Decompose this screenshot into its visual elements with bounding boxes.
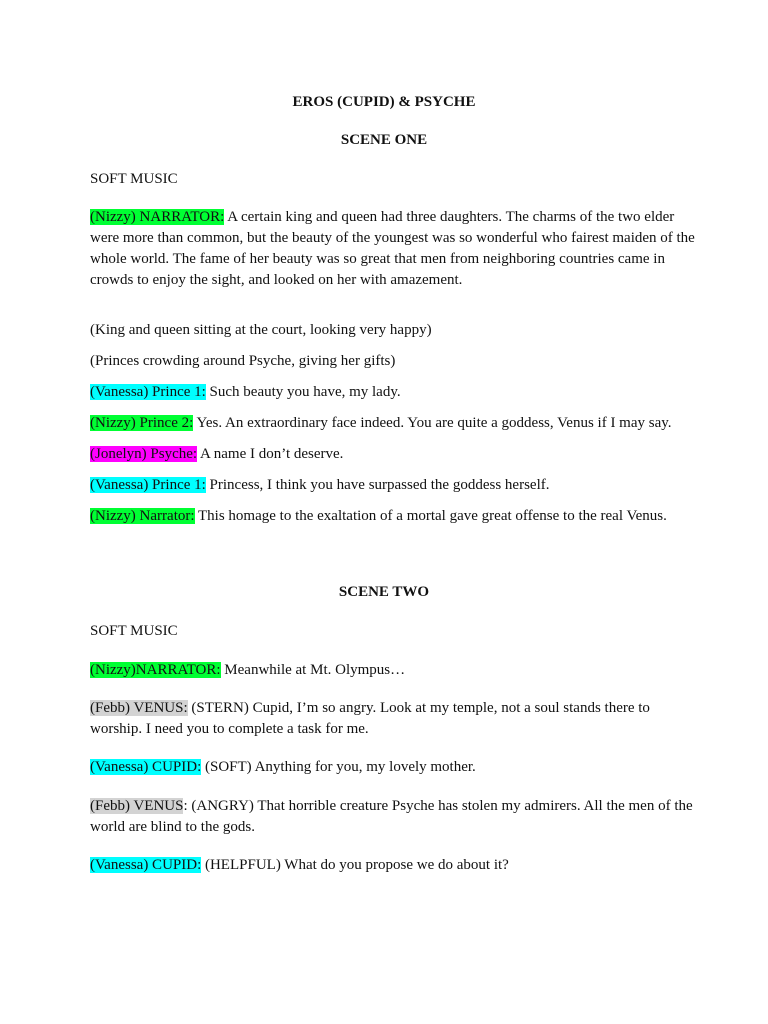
dialogue-text: Princess, I think you have surpassed the goddess herself. (205, 477, 550, 493)
speaker-label: (Nizzy)NARRATOR: (90, 662, 221, 678)
dialogue-text: A name I don’t deserve. (197, 446, 344, 462)
dialogue-line (90, 757, 705, 778)
speaker-label: (Nizzy) NARRATOR: (90, 209, 225, 225)
dialogue-text: (STERN) Cupid, I’m so angry. Look at my temple, not a soul stands there to worship. I need you to complete a task for me. (90, 700, 650, 737)
dialogue-line (90, 413, 705, 434)
speaker-label: (Vanessa) CUPID: (90, 857, 202, 873)
dialogue-line (90, 698, 705, 740)
speaker-label: (Febb) VENUS (90, 798, 184, 814)
scene-one-music-cue: SOFT MUSIC (90, 171, 178, 187)
dialogue-text: Yes. An extraordinary face indeed. You are quite a goddess, Venus if I may say. (193, 415, 672, 431)
dialogue-line (90, 660, 705, 681)
dialogue-line (90, 475, 705, 496)
scene-two-music-cue: SOFT MUSIC (90, 623, 178, 639)
scene-two-heading: SCENE TWO (338, 584, 430, 600)
dialogue-text: Meanwhile at Mt. Olympus… (220, 662, 406, 678)
speaker-label: (Vanessa) Prince 1: (90, 384, 206, 400)
speaker-label: (Nizzy) Narrator: (90, 508, 195, 524)
scene-one-narration (90, 207, 705, 291)
dialogue-text: (HELPFUL) What do you propose we do about it? (201, 857, 509, 873)
dialogue-text: A certain king and queen had three daughters. The charms of the two elder were more than common, but the beauty of the youngest was so wonderful who fairest maiden of the whole world. The fame of her beauty was so great that men from neighboring countries came in crowds to enjoy the sight, and looked on her with amazement. (90, 209, 695, 288)
speaker-label: (Nizzy) Prince 2: (90, 415, 194, 431)
dialogue-line (90, 444, 705, 465)
document-title: EROS (CUPID) & PSYCHE (292, 94, 476, 110)
speaker-label: (Vanessa) CUPID: (90, 759, 202, 775)
dialogue-text: : (ANGRY) That horrible creature Psyche has stolen my admirers. All the men of the world are blind to the gods. (90, 798, 693, 835)
dialogue-line (90, 796, 705, 838)
dialogue-line (90, 506, 705, 527)
dialogue-text: Such beauty you have, my lady. (205, 384, 401, 400)
speaker-label: (Jonelyn) Psyche: (90, 446, 198, 462)
dialogue-line (90, 382, 705, 403)
dialogue-text: This homage to the exaltation of a mortal gave great offense to the real Venus. (194, 508, 667, 524)
dialogue-line (90, 855, 705, 876)
dialogue-text: (SOFT) Anything for you, my lovely mother. (201, 759, 476, 775)
speaker-label: (Vanessa) Prince 1: (90, 477, 206, 493)
scene-one-heading: SCENE ONE (340, 132, 428, 148)
speaker-label: (Febb) VENUS: (90, 700, 188, 716)
stage-direction: (King and queen sitting at the court, looking very happy) (90, 322, 432, 338)
stage-direction: (Princes crowding around Psyche, giving her gifts) (90, 353, 396, 369)
